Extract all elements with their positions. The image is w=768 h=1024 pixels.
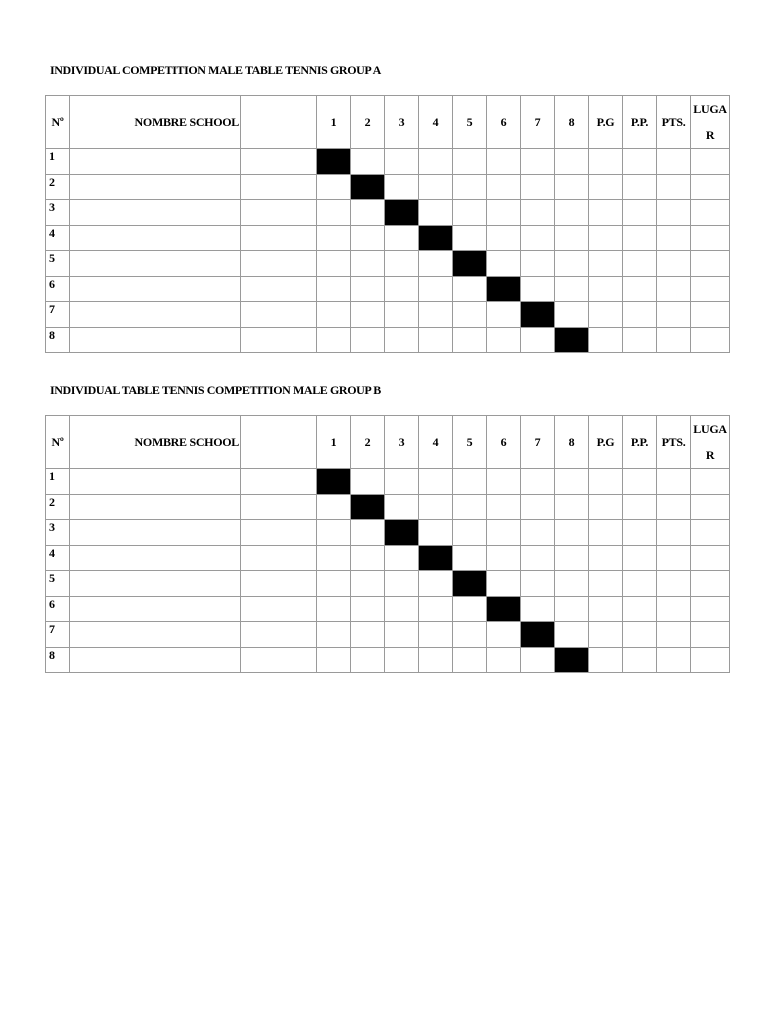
school-name-cell[interactable] [70, 647, 241, 673]
score-cell[interactable] [555, 174, 589, 200]
score-cell[interactable] [555, 571, 589, 597]
score-cell[interactable] [453, 622, 487, 648]
pp-cell[interactable] [623, 149, 657, 175]
score-cell[interactable] [385, 647, 419, 673]
school-extra-cell[interactable] [241, 520, 317, 546]
score-cell[interactable] [419, 276, 453, 302]
score-cell[interactable] [317, 494, 351, 520]
score-cell[interactable] [521, 251, 555, 277]
score-cell[interactable] [351, 225, 385, 251]
score-cell[interactable] [521, 647, 555, 673]
score-cell[interactable] [385, 469, 419, 495]
header-school: NOMBRE SCHOOL [70, 416, 241, 469]
score-cell[interactable] [317, 647, 351, 673]
blocked-cell [351, 174, 385, 200]
pg-cell[interactable] [589, 647, 623, 673]
school-name-cell[interactable] [70, 327, 241, 353]
pts-cell[interactable] [657, 622, 691, 648]
header-school: NOMBRE SCHOOL [70, 96, 241, 149]
blocked-cell [385, 200, 419, 226]
row-number: 2 [46, 174, 70, 200]
score-cell[interactable] [317, 571, 351, 597]
score-cell[interactable] [453, 469, 487, 495]
score-cell[interactable] [521, 276, 555, 302]
row-number: 8 [46, 327, 70, 353]
blocked-cell [419, 545, 453, 571]
pts-cell[interactable] [657, 520, 691, 546]
score-cell[interactable] [385, 545, 419, 571]
pp-cell[interactable] [623, 596, 657, 622]
blocked-cell [317, 469, 351, 495]
lugar-cell[interactable] [691, 149, 730, 175]
pts-cell[interactable] [657, 469, 691, 495]
header-col-3: 3 [385, 416, 419, 469]
header-lugar [691, 96, 730, 149]
school-name-cell[interactable] [70, 469, 241, 495]
table-row [46, 469, 730, 495]
score-cell[interactable] [487, 251, 521, 277]
score-cell[interactable] [521, 571, 555, 597]
score-cell[interactable] [385, 596, 419, 622]
score-cell[interactable] [351, 200, 385, 226]
blocked-cell [521, 302, 555, 328]
header-col-2: 2 [351, 416, 385, 469]
score-cell[interactable] [385, 494, 419, 520]
pts-cell[interactable] [657, 494, 691, 520]
row-number: 7 [46, 622, 70, 648]
score-cell[interactable] [351, 520, 385, 546]
score-cell[interactable] [453, 494, 487, 520]
score-cell[interactable] [385, 327, 419, 353]
table-row [46, 200, 730, 226]
score-cell[interactable] [385, 571, 419, 597]
pts-cell[interactable] [657, 647, 691, 673]
lugar-cell[interactable] [691, 647, 730, 673]
score-cell[interactable] [453, 596, 487, 622]
header-number: Nº [46, 96, 70, 149]
header-col-3: 3 [385, 96, 419, 149]
pp-cell[interactable] [623, 302, 657, 328]
header-row [46, 96, 730, 149]
pg-cell[interactable] [589, 174, 623, 200]
header-lugar-line2: R [705, 448, 715, 462]
score-cell[interactable] [487, 622, 521, 648]
school-name-cell[interactable] [70, 276, 241, 302]
blocked-cell [453, 571, 487, 597]
table-row [46, 327, 730, 353]
header-lugar [691, 416, 730, 469]
lugar-cell[interactable] [691, 469, 730, 495]
score-cell[interactable] [317, 545, 351, 571]
score-cell[interactable] [419, 647, 453, 673]
score-cell[interactable] [521, 494, 555, 520]
school-name-cell[interactable] [70, 149, 241, 175]
header-col-1: 1 [317, 416, 351, 469]
school-extra-cell[interactable] [241, 276, 317, 302]
blocked-cell [487, 596, 521, 622]
score-cell[interactable] [453, 225, 487, 251]
table-row [46, 225, 730, 251]
score-cell[interactable] [555, 225, 589, 251]
pp-cell[interactable] [623, 327, 657, 353]
pp-cell[interactable] [623, 494, 657, 520]
header-pts: PTS. [657, 416, 691, 469]
school-name-cell[interactable] [70, 494, 241, 520]
score-cell[interactable] [351, 571, 385, 597]
header-col-1: 1 [317, 96, 351, 149]
blocked-cell [385, 520, 419, 546]
score-cell[interactable] [351, 302, 385, 328]
blocked-cell [555, 327, 589, 353]
lugar-cell[interactable] [691, 622, 730, 648]
score-cell[interactable] [487, 571, 521, 597]
score-cell[interactable] [453, 149, 487, 175]
score-cell[interactable] [555, 149, 589, 175]
blocked-cell [453, 251, 487, 277]
pp-cell[interactable] [623, 200, 657, 226]
pp-cell[interactable] [623, 225, 657, 251]
header-blank [241, 416, 317, 469]
pg-cell[interactable] [589, 494, 623, 520]
school-name-cell[interactable] [70, 545, 241, 571]
pp-cell[interactable] [623, 520, 657, 546]
score-cell[interactable] [385, 302, 419, 328]
pg-cell[interactable] [589, 251, 623, 277]
score-cell[interactable] [317, 596, 351, 622]
pg-cell[interactable] [589, 327, 623, 353]
pts-cell[interactable] [657, 596, 691, 622]
school-extra-cell[interactable] [241, 622, 317, 648]
score-cell[interactable] [453, 200, 487, 226]
lugar-cell[interactable] [691, 545, 730, 571]
pp-cell[interactable] [623, 276, 657, 302]
school-extra-cell[interactable] [241, 494, 317, 520]
pts-cell[interactable] [657, 276, 691, 302]
score-cell[interactable] [351, 545, 385, 571]
row-number: 6 [46, 276, 70, 302]
header-blank [241, 96, 317, 149]
pp-cell[interactable] [623, 622, 657, 648]
score-cell[interactable] [555, 469, 589, 495]
lugar-cell[interactable] [691, 520, 730, 546]
school-extra-cell[interactable] [241, 251, 317, 277]
score-cell[interactable] [487, 302, 521, 328]
pp-cell[interactable] [623, 545, 657, 571]
header-col-8: 8 [555, 416, 589, 469]
header-col-8: 8 [555, 96, 589, 149]
row-number: 3 [46, 520, 70, 546]
pp-cell[interactable] [623, 251, 657, 277]
row-number: 7 [46, 302, 70, 328]
score-cell[interactable] [385, 225, 419, 251]
header-col-6: 6 [487, 416, 521, 469]
score-cell[interactable] [487, 545, 521, 571]
table-row [46, 302, 730, 328]
blocked-cell [419, 225, 453, 251]
lugar-cell[interactable] [691, 494, 730, 520]
row-number: 6 [46, 596, 70, 622]
header-col-7: 7 [521, 96, 555, 149]
row-number: 3 [46, 200, 70, 226]
pg-cell[interactable] [589, 225, 623, 251]
header-col-6: 6 [487, 96, 521, 149]
header-pts: PTS. [657, 96, 691, 149]
header-pg: P.G [589, 416, 623, 469]
pts-cell[interactable] [657, 302, 691, 328]
pp-cell[interactable] [623, 571, 657, 597]
header-lugar-line1: LUGA [693, 102, 727, 116]
lugar-cell[interactable] [691, 276, 730, 302]
score-cell[interactable] [419, 327, 453, 353]
score-cell[interactable] [351, 622, 385, 648]
score-cell[interactable] [453, 276, 487, 302]
blocked-cell [555, 647, 589, 673]
school-extra-cell[interactable] [241, 302, 317, 328]
school-extra-cell[interactable] [241, 596, 317, 622]
school-name-cell[interactable] [70, 571, 241, 597]
pg-cell[interactable] [589, 149, 623, 175]
header-col-5: 5 [453, 416, 487, 469]
pp-cell[interactable] [623, 647, 657, 673]
score-cell[interactable] [521, 596, 555, 622]
school-extra-cell[interactable] [241, 469, 317, 495]
score-cell[interactable] [385, 174, 419, 200]
table-row [46, 520, 730, 546]
score-cell[interactable] [419, 174, 453, 200]
pg-cell[interactable] [589, 545, 623, 571]
score-cell[interactable] [351, 251, 385, 277]
score-cell[interactable] [385, 149, 419, 175]
score-cell[interactable] [317, 225, 351, 251]
score-cell[interactable] [419, 622, 453, 648]
score-cell[interactable] [419, 494, 453, 520]
score-cell[interactable] [555, 494, 589, 520]
score-cell[interactable] [487, 520, 521, 546]
score-cell[interactable] [317, 302, 351, 328]
score-cell[interactable] [555, 276, 589, 302]
blocked-cell [351, 494, 385, 520]
header-lugar-line2: R [705, 128, 715, 142]
table-row [46, 276, 730, 302]
row-number: 1 [46, 149, 70, 175]
score-cell[interactable] [419, 251, 453, 277]
score-cell[interactable] [351, 469, 385, 495]
score-cell[interactable] [419, 469, 453, 495]
score-cell[interactable] [555, 545, 589, 571]
score-cell[interactable] [317, 276, 351, 302]
score-cell[interactable] [521, 225, 555, 251]
lugar-cell[interactable] [691, 225, 730, 251]
row-number: 2 [46, 494, 70, 520]
pts-cell[interactable] [657, 251, 691, 277]
score-cell[interactable] [555, 251, 589, 277]
score-cell[interactable] [453, 520, 487, 546]
score-cell[interactable] [521, 327, 555, 353]
lugar-cell[interactable] [691, 251, 730, 277]
score-cell[interactable] [351, 276, 385, 302]
table-row [46, 596, 730, 622]
score-cell[interactable] [351, 327, 385, 353]
blocked-cell [487, 276, 521, 302]
score-cell[interactable] [419, 149, 453, 175]
row-number: 4 [46, 545, 70, 571]
pts-cell[interactable] [657, 149, 691, 175]
table-row [46, 647, 730, 673]
pts-cell[interactable] [657, 225, 691, 251]
pp-cell[interactable] [623, 469, 657, 495]
school-extra-cell[interactable] [241, 571, 317, 597]
pts-cell[interactable] [657, 571, 691, 597]
school-name-cell[interactable] [70, 520, 241, 546]
school-name-cell[interactable] [70, 200, 241, 226]
score-cell[interactable] [555, 200, 589, 226]
header-col-4: 4 [419, 96, 453, 149]
header-pp: P.P. [623, 416, 657, 469]
score-cell[interactable] [419, 200, 453, 226]
row-number: 4 [46, 225, 70, 251]
table-row [46, 149, 730, 175]
score-cell[interactable] [521, 469, 555, 495]
pg-cell[interactable] [589, 571, 623, 597]
pts-cell[interactable] [657, 545, 691, 571]
group-b-table [45, 415, 730, 673]
school-extra-cell[interactable] [241, 225, 317, 251]
row-number: 8 [46, 647, 70, 673]
score-cell[interactable] [521, 200, 555, 226]
lugar-cell[interactable] [691, 302, 730, 328]
score-cell[interactable] [521, 520, 555, 546]
lugar-cell[interactable] [691, 174, 730, 200]
header-col-5: 5 [453, 96, 487, 149]
school-extra-cell[interactable] [241, 149, 317, 175]
pg-cell[interactable] [589, 520, 623, 546]
pts-cell[interactable] [657, 200, 691, 226]
score-cell[interactable] [317, 520, 351, 546]
school-extra-cell[interactable] [241, 327, 317, 353]
score-cell[interactable] [487, 225, 521, 251]
group-a-title: INDIVIDUAL COMPETITION MALE TABLE TENNIS GROUP A [50, 63, 381, 77]
table-row [46, 571, 730, 597]
lugar-cell[interactable] [691, 200, 730, 226]
score-cell[interactable] [351, 647, 385, 673]
school-name-cell[interactable] [70, 174, 241, 200]
school-name-cell[interactable] [70, 302, 241, 328]
row-number: 1 [46, 469, 70, 495]
school-extra-cell[interactable] [241, 200, 317, 226]
school-name-cell[interactable] [70, 622, 241, 648]
score-cell[interactable] [487, 174, 521, 200]
score-cell[interactable] [453, 174, 487, 200]
pp-cell[interactable] [623, 174, 657, 200]
lugar-cell[interactable] [691, 571, 730, 597]
row-number: 5 [46, 251, 70, 277]
school-name-cell[interactable] [70, 251, 241, 277]
score-cell[interactable] [419, 596, 453, 622]
header-col-7: 7 [521, 416, 555, 469]
score-cell[interactable] [487, 149, 521, 175]
score-cell[interactable] [317, 174, 351, 200]
score-cell[interactable] [385, 622, 419, 648]
lugar-cell[interactable] [691, 596, 730, 622]
pts-cell[interactable] [657, 174, 691, 200]
row-number: 5 [46, 571, 70, 597]
pg-cell[interactable] [589, 622, 623, 648]
school-extra-cell[interactable] [241, 545, 317, 571]
score-cell[interactable] [487, 327, 521, 353]
score-cell[interactable] [453, 545, 487, 571]
header-col-2: 2 [351, 96, 385, 149]
score-cell[interactable] [453, 647, 487, 673]
school-name-cell[interactable] [70, 225, 241, 251]
score-cell[interactable] [419, 302, 453, 328]
score-cell[interactable] [555, 622, 589, 648]
score-cell[interactable] [351, 149, 385, 175]
table-row [46, 174, 730, 200]
header-row [46, 416, 730, 469]
school-extra-cell[interactable] [241, 174, 317, 200]
pg-cell[interactable] [589, 276, 623, 302]
score-cell[interactable] [385, 276, 419, 302]
school-extra-cell[interactable] [241, 647, 317, 673]
score-cell[interactable] [317, 200, 351, 226]
school-name-cell[interactable] [70, 596, 241, 622]
group-b-title: INDIVIDUAL TABLE TENNIS COMPETITION MALE GROUP B [50, 383, 381, 397]
table-row [46, 251, 730, 277]
score-cell[interactable] [351, 596, 385, 622]
pts-cell[interactable] [657, 327, 691, 353]
score-cell[interactable] [487, 469, 521, 495]
score-cell[interactable] [317, 622, 351, 648]
score-cell[interactable] [555, 302, 589, 328]
score-cell[interactable] [521, 149, 555, 175]
table-row [46, 545, 730, 571]
group-a-table [45, 95, 730, 353]
score-cell[interactable] [419, 571, 453, 597]
pg-cell[interactable] [589, 596, 623, 622]
table-row [46, 622, 730, 648]
score-cell[interactable] [487, 647, 521, 673]
blocked-cell [521, 622, 555, 648]
header-pp: P.P. [623, 96, 657, 149]
score-cell[interactable] [317, 251, 351, 277]
score-cell[interactable] [453, 302, 487, 328]
score-cell[interactable] [555, 596, 589, 622]
header-number: Nº [46, 416, 70, 469]
score-cell[interactable] [385, 251, 419, 277]
header-lugar-line1: LUGA [693, 422, 727, 436]
pg-cell[interactable] [589, 302, 623, 328]
score-cell[interactable] [555, 520, 589, 546]
blocked-cell [317, 149, 351, 175]
header-col-4: 4 [419, 416, 453, 469]
score-cell[interactable] [521, 545, 555, 571]
pg-cell[interactable] [589, 200, 623, 226]
pg-cell[interactable] [589, 469, 623, 495]
score-cell[interactable] [487, 200, 521, 226]
table-row [46, 494, 730, 520]
score-cell[interactable] [521, 174, 555, 200]
score-cell[interactable] [453, 327, 487, 353]
score-cell[interactable] [317, 327, 351, 353]
header-pg: P.G [589, 96, 623, 149]
score-cell[interactable] [419, 520, 453, 546]
lugar-cell[interactable] [691, 327, 730, 353]
score-cell[interactable] [487, 494, 521, 520]
